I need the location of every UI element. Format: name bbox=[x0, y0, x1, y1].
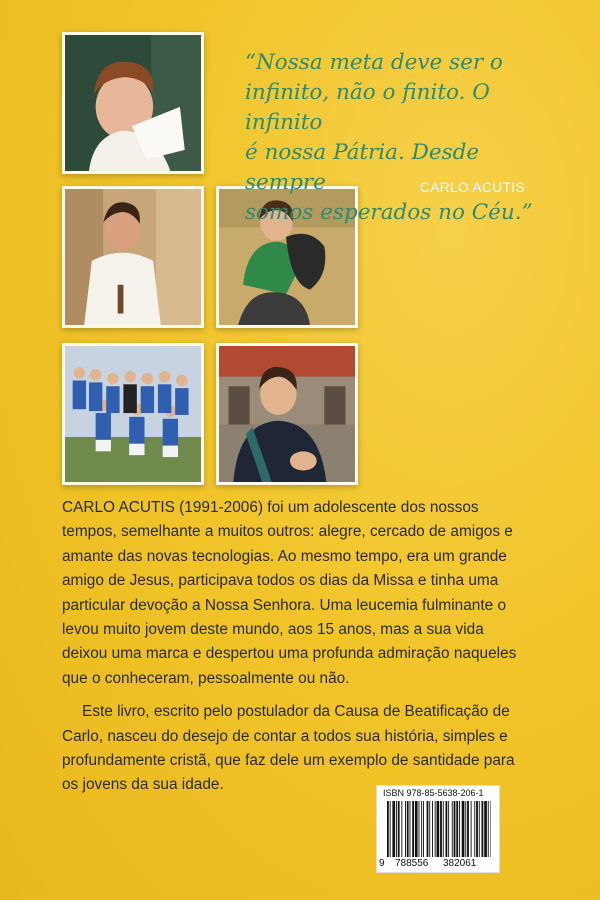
barcode-bar bbox=[387, 801, 389, 857]
barcode-bar bbox=[390, 801, 391, 857]
barcode-bar bbox=[484, 801, 487, 857]
synopsis-paragraph-2: Este livro, escrito pelo postulador da Causa de Beatificação de Carlo, nasceu do desejo de contar a todos sua história, simples e profundamente cristã, que faz dele um exemplo de santidade para os jovens da sua idade. bbox=[62, 703, 515, 794]
photo-young-man-smiling bbox=[216, 343, 358, 485]
quote-line: é nossa Pátria. Desde sempre bbox=[245, 140, 480, 195]
barcode-bar bbox=[448, 801, 449, 857]
barcode-bar bbox=[465, 801, 466, 857]
barcode-bar bbox=[423, 801, 424, 857]
barcode-digits-left: 788556 bbox=[395, 858, 429, 869]
isbn-barcode bbox=[376, 785, 500, 873]
barcode-bars bbox=[387, 801, 491, 857]
barcode-bar bbox=[479, 801, 480, 857]
barcode-bar bbox=[432, 801, 433, 857]
barcode-bar bbox=[401, 801, 402, 857]
barcode-bar bbox=[443, 801, 444, 857]
barcode-bar bbox=[459, 801, 460, 857]
barcode-bar bbox=[407, 801, 409, 857]
barcode-bar bbox=[419, 801, 420, 857]
barcode-bar bbox=[454, 801, 456, 857]
quote-author: CARLO ACUTIS bbox=[420, 180, 526, 195]
barcode-bar bbox=[440, 801, 442, 857]
barcode-bar bbox=[471, 801, 472, 857]
barcode-bar bbox=[405, 801, 406, 857]
barcode-bar bbox=[462, 801, 465, 857]
barcode-bar bbox=[452, 801, 453, 857]
barcode-bar bbox=[427, 801, 429, 857]
isbn-number: ISBN 978-85-5638-206-1 bbox=[383, 788, 484, 798]
barcode-bar bbox=[467, 801, 469, 857]
quote-line: “Nossa meta deve ser o bbox=[245, 50, 503, 75]
quote-line: somos esperados no Céu.” bbox=[245, 200, 533, 225]
barcode-bar bbox=[415, 801, 418, 857]
quote-line: infinito, não o finito. O infinito bbox=[245, 80, 490, 135]
barcode-bar bbox=[491, 801, 492, 857]
photo-child-portrait bbox=[62, 32, 204, 174]
photo-first-communion bbox=[62, 186, 204, 328]
barcode-bar bbox=[437, 801, 440, 857]
barcode-bar bbox=[410, 801, 411, 857]
barcode-bar bbox=[435, 801, 436, 857]
barcode-bar bbox=[396, 801, 397, 857]
barcode-bar bbox=[488, 801, 489, 857]
barcode-bar bbox=[474, 801, 475, 857]
quote-block bbox=[245, 48, 565, 228]
barcode-bar bbox=[429, 801, 430, 857]
barcode-bar bbox=[421, 801, 422, 857]
barcode-bar bbox=[398, 801, 400, 857]
barcode-digit-lead: 9 bbox=[379, 858, 385, 869]
synopsis bbox=[62, 496, 517, 807]
photo-football-team bbox=[62, 343, 204, 485]
barcode-bar bbox=[412, 801, 414, 857]
barcode-bar bbox=[392, 801, 395, 857]
synopsis-paragraph-1: CARLO ACUTIS (1991-2006) foi um adolescente dos nossos tempos, semelhante a muitos outros: alegre, cercado de amigos e amante das novas tecnologias. Ao mesmo tempo, era um grande amigo de Jesus, participava todos os dias da Missa e tinha uma particular devoção a Nossa Senhora. Uma leucemia fulminante o levou muito jovem deste mundo, aos 15 anos, mas a sua vida deixou uma marca e despertou uma profunda admiração naqueles que o conheceram, pessoalmente ou não. bbox=[62, 499, 517, 687]
barcode-bar bbox=[456, 801, 458, 857]
barcode-bar bbox=[482, 801, 484, 857]
barcode-bar bbox=[446, 801, 448, 857]
barcode-bar bbox=[476, 801, 478, 857]
barcode-digits-right: 382061 bbox=[443, 858, 477, 869]
